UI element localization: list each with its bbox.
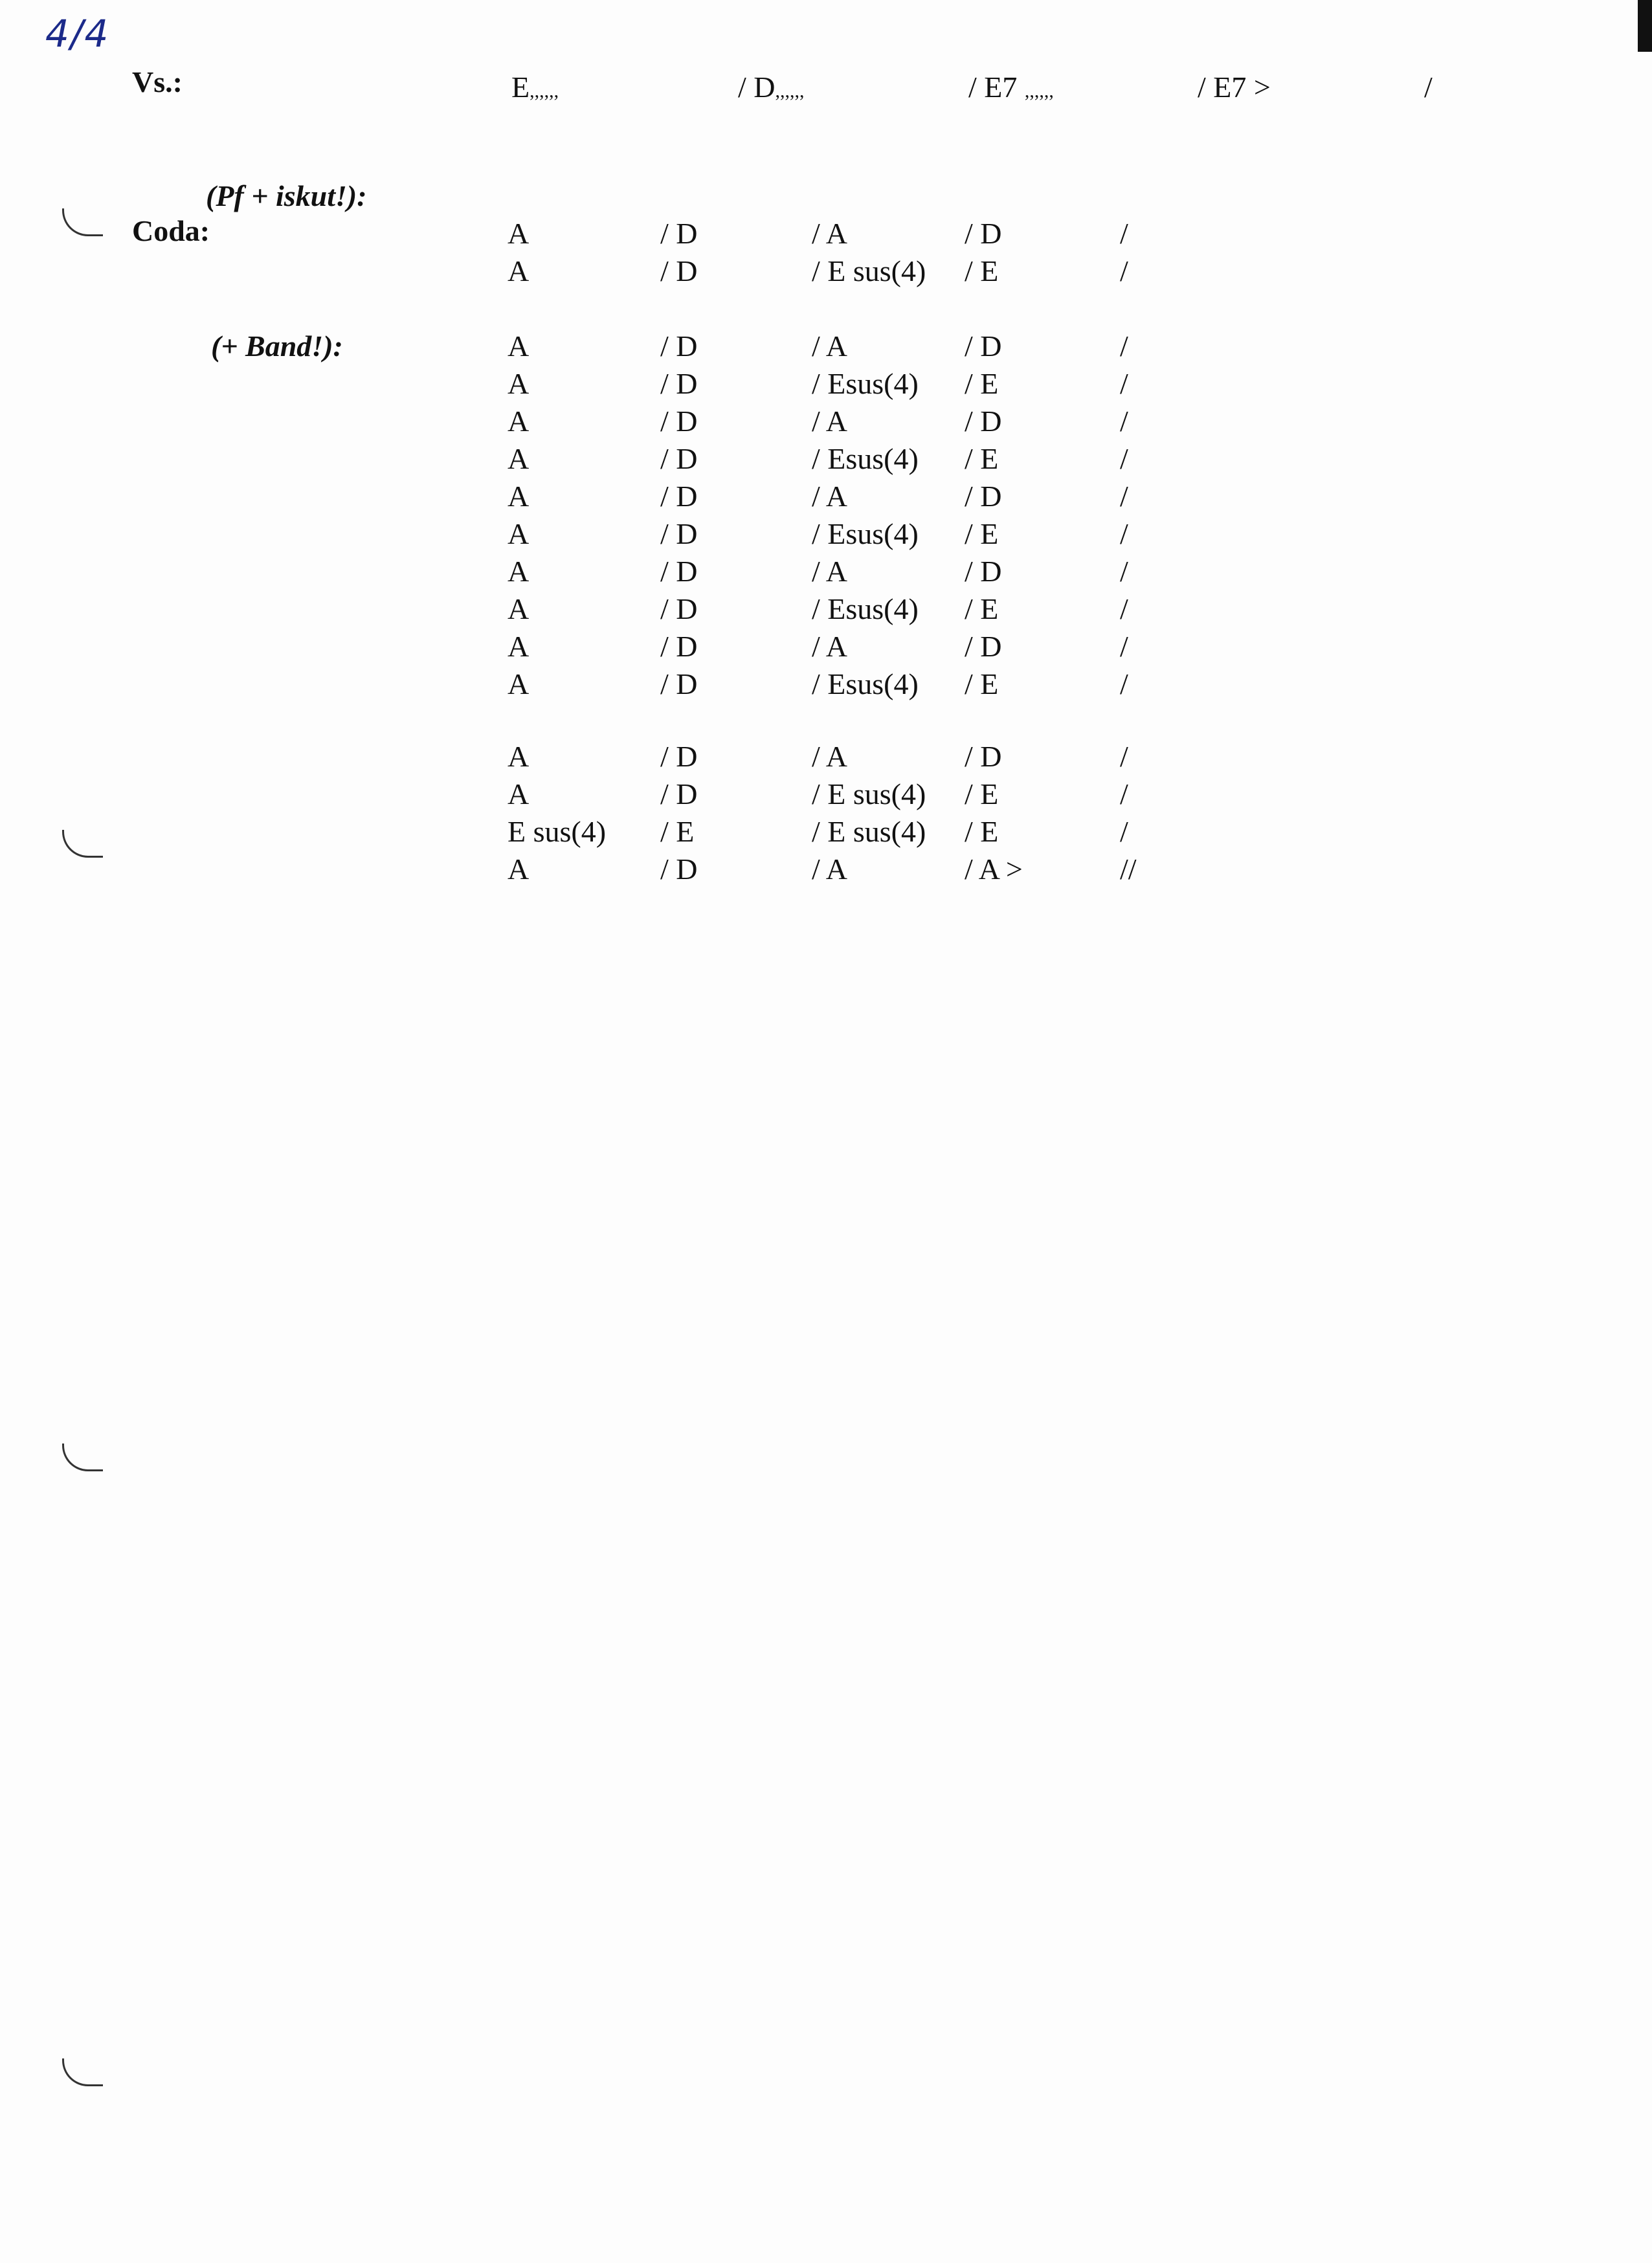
band-chord-grid xyxy=(0,329,1652,704)
chord-row xyxy=(0,517,1652,554)
chord-row xyxy=(0,254,1652,291)
punch-hole-mark xyxy=(62,2058,103,2086)
final-chord-grid xyxy=(0,739,1652,889)
verse-chord: / E7 > xyxy=(1198,71,1271,104)
chord-cell: A xyxy=(508,853,530,886)
bar-line: / xyxy=(1120,630,1128,663)
verse-label: Vs.: xyxy=(132,65,183,98)
chord-cell: A xyxy=(508,667,530,700)
chord-cell: / D xyxy=(965,405,1002,438)
chord-cell: / D xyxy=(660,853,698,886)
chord-cell: / D xyxy=(965,630,1002,663)
chord-row xyxy=(0,739,1652,777)
bar-line: / xyxy=(1120,329,1128,362)
bar-line: / xyxy=(1120,480,1128,513)
chord-cell: / A xyxy=(812,555,847,588)
chord-cell: / A xyxy=(812,740,847,773)
chord-cell: / Esus(4) xyxy=(812,517,919,550)
chord-cell: / D xyxy=(660,667,698,700)
chord-cell: / E xyxy=(965,667,999,700)
chord-row xyxy=(0,814,1652,852)
chord-cell: / D xyxy=(660,405,698,438)
chord-cell: A xyxy=(508,254,530,287)
chord-cell: A xyxy=(508,777,530,810)
chord-cell: / E xyxy=(965,777,999,810)
verse-chord: / xyxy=(1424,71,1433,104)
chord-cell: / E xyxy=(965,815,999,848)
pf-iskut-label: (Pf + iskut!): xyxy=(206,179,367,212)
chord-cell: / Esus(4) xyxy=(812,592,919,625)
chord-cell: / E xyxy=(660,815,695,848)
bar-line: / xyxy=(1120,442,1128,475)
chord-row xyxy=(0,554,1652,592)
chord-cell: / E sus(4) xyxy=(812,777,926,810)
chord-row xyxy=(0,479,1652,517)
chord-row xyxy=(0,404,1652,441)
chord-cell: A xyxy=(508,517,530,550)
chord-cell: / E xyxy=(965,592,999,625)
chord-cell: / D xyxy=(965,329,1002,362)
chord-cell: / D xyxy=(660,480,698,513)
scan-edge-mark xyxy=(1638,0,1652,52)
bar-line: / xyxy=(1120,254,1128,287)
chord-row xyxy=(0,667,1652,704)
chord-cell: / D xyxy=(660,217,698,250)
chord-row xyxy=(0,216,1652,254)
chord-row xyxy=(0,329,1652,366)
chord-cell: / D xyxy=(965,555,1002,588)
band-label: (+ Band!): xyxy=(211,329,343,362)
chord-cell: / A xyxy=(812,630,847,663)
chord-cell: / D xyxy=(660,517,698,550)
chord-cell: / D xyxy=(660,367,698,400)
bar-line: / xyxy=(1120,555,1128,588)
chord-row xyxy=(0,592,1652,629)
bar-line: / xyxy=(1120,217,1128,250)
chord-cell: A xyxy=(508,630,530,663)
chord-cell: / E xyxy=(965,254,999,287)
chord-cell: / A xyxy=(812,405,847,438)
chord-cell: A xyxy=(508,740,530,773)
chord-cell: A xyxy=(508,405,530,438)
chord-cell: / E xyxy=(965,442,999,475)
chord-cell: / D xyxy=(965,740,1002,773)
bar-line: / xyxy=(1120,740,1128,773)
bar-line: / xyxy=(1120,405,1128,438)
chord-cell: / Esus(4) xyxy=(812,367,919,400)
chord-cell: / D xyxy=(660,329,698,362)
chord-cell: / A > xyxy=(965,853,1023,886)
chord-row xyxy=(0,441,1652,479)
chord-cell: A xyxy=(508,329,530,362)
chord-cell: / A xyxy=(812,329,847,362)
chord-cell: / D xyxy=(660,740,698,773)
chord-cell: / E sus(4) xyxy=(812,254,926,287)
bar-line: / xyxy=(1120,815,1128,848)
chord-cell: E sus(4) xyxy=(508,815,607,848)
chord-cell: / D xyxy=(660,442,698,475)
coda-chord-grid xyxy=(0,216,1652,291)
verse-chord: E,,,,,, xyxy=(511,71,559,104)
chord-cell: / D xyxy=(660,630,698,663)
chord-cell: / A xyxy=(812,853,847,886)
chord-cell: / D xyxy=(660,777,698,810)
chord-cell: A xyxy=(508,555,530,588)
chord-cell: A xyxy=(508,217,530,250)
chord-cell: A xyxy=(508,367,530,400)
time-signature: 4/4 xyxy=(45,12,110,56)
chord-row xyxy=(0,852,1652,889)
verse-chord-line xyxy=(0,70,1652,109)
chord-cell: / Esus(4) xyxy=(812,667,919,700)
bar-line: / xyxy=(1120,517,1128,550)
chord-cell: A xyxy=(508,442,530,475)
chord-cell: / D xyxy=(965,480,1002,513)
chord-cell: / D xyxy=(660,592,698,625)
bar-line: / xyxy=(1120,367,1128,400)
chord-cell: / E xyxy=(965,367,999,400)
chord-cell: / D xyxy=(660,254,698,287)
chord-cell: / A xyxy=(812,480,847,513)
chord-cell: A xyxy=(508,480,530,513)
chord-cell: / E xyxy=(965,517,999,550)
bar-line: / xyxy=(1120,592,1128,625)
coda-label: Coda: xyxy=(132,214,210,247)
verse-chord: / E7 ,,,,,, xyxy=(968,71,1054,104)
chord-row xyxy=(0,366,1652,404)
chord-cell: / D xyxy=(965,217,1002,250)
chord-row xyxy=(0,629,1652,667)
verse-chord: / D,,,,,, xyxy=(738,71,805,104)
chord-row xyxy=(0,777,1652,814)
chord-cell: / E sus(4) xyxy=(812,815,926,848)
chord-cell: / D xyxy=(660,555,698,588)
chord-cell: / A xyxy=(812,217,847,250)
bar-line: / xyxy=(1120,667,1128,700)
chord-cell: A xyxy=(508,592,530,625)
bar-line: / xyxy=(1120,777,1128,810)
chord-cell: / Esus(4) xyxy=(812,442,919,475)
final-bar-line: // xyxy=(1120,853,1137,886)
punch-hole-mark xyxy=(62,1444,103,1471)
